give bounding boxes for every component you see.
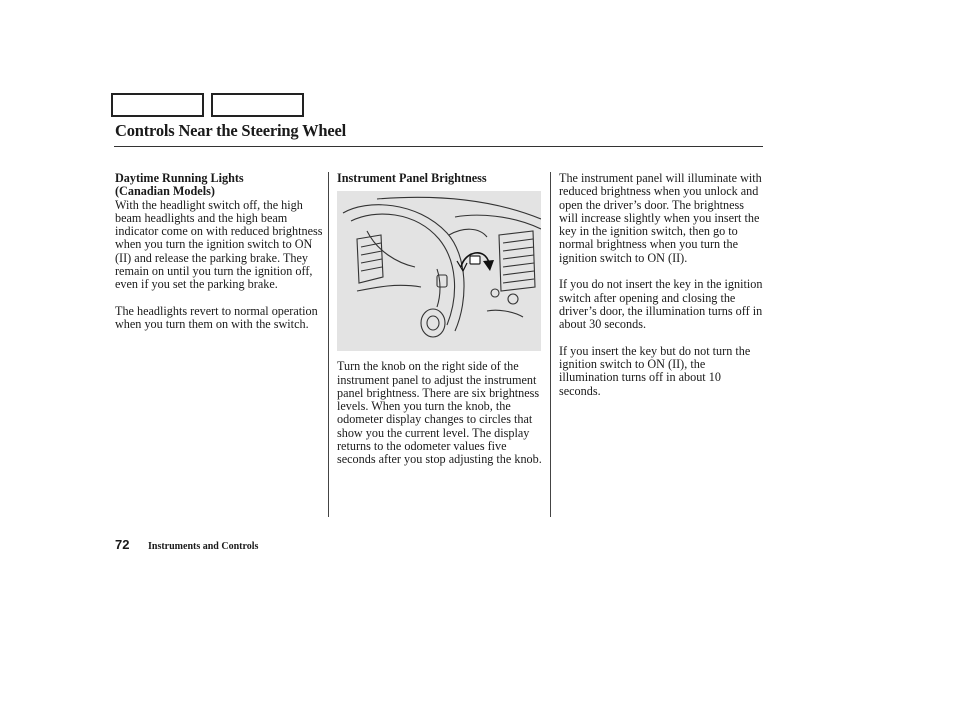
column-panel-illumination <box>559 172 765 411</box>
paragraph: With the headlight switch off, the high beam headlights and the high beam indicator come on with reduced brightness when you turn the ignition switch to ON (II) and release the parking brake. They remain on until you turn the ignition off, even if you set the parking brake. <box>115 197 323 292</box>
column-divider <box>328 172 329 517</box>
header-tab-box-1 <box>111 93 204 117</box>
paragraph: The instrument panel will illuminate with reduced brightness when you unlock and open the driver’s door. The brightness will increase slightly when you insert the key in the ignition switch, then go to normal brightness when you turn the ignition switch to ON (II). <box>559 171 762 265</box>
steering-wheel-illustration <box>337 191 541 351</box>
heading-daytime-running-lights: Daytime Running Lights <box>115 171 244 185</box>
section-name: Instruments and Controls <box>148 541 259 552</box>
paragraph: If you do not insert the key in the ignition switch after opening and closing the driver’s door, the illumination turns off in about 30 seconds. <box>559 277 763 332</box>
column-daytime-running-lights <box>115 172 325 345</box>
paragraph: The headlights revert to normal operation when you turn them on with the switch. <box>115 303 318 332</box>
column-instrument-panel-brightness <box>337 172 543 480</box>
page-title: Controls Near the Steering Wheel <box>115 121 346 140</box>
column-divider <box>550 172 551 517</box>
title-rule <box>114 146 763 147</box>
header-tab-box-2 <box>211 93 304 117</box>
paragraph: Turn the knob on the right side of the instrument panel to adjust the instrument panel brightness. There are six brightness levels. When you turn the knob, the odometer display changes to circles that show you the current level. The display returns to the odometer values five seconds after you stop adjusting the knob. <box>337 359 542 467</box>
heading-canadian-models: (Canadian Models) <box>115 184 215 199</box>
page-number: 72 <box>115 537 130 552</box>
paragraph: If you insert the key but do not turn the ignition switch to ON (II), the illumination turns off in about 10 seconds. <box>559 343 751 398</box>
heading-instrument-panel-brightness: Instrument Panel Brightness <box>337 171 487 185</box>
